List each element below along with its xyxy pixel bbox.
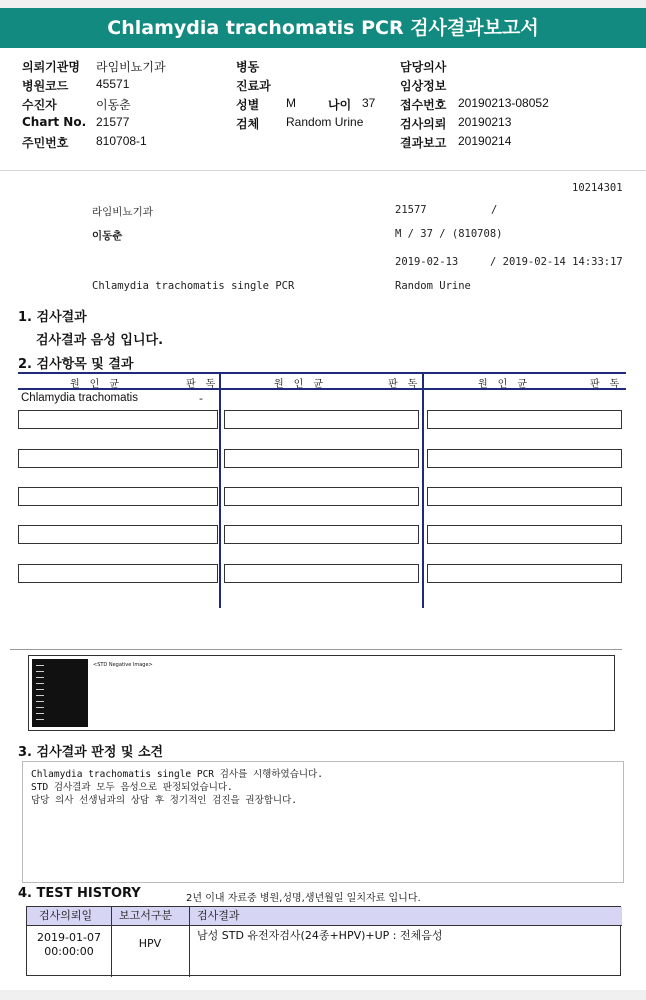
result-cell	[427, 525, 622, 544]
divider-line	[10, 649, 622, 650]
sex-value: M	[286, 96, 296, 110]
patient-value: 이동춘	[96, 98, 131, 112]
history-header-result: 검사결과	[197, 909, 240, 922]
history-table	[26, 906, 621, 976]
report-header	[0, 48, 646, 170]
print-patient: 이동춘	[92, 230, 123, 242]
section3-title: 3. 검사결과 판정 및 소견	[18, 745, 164, 760]
report-date-value: 20190214	[458, 134, 512, 148]
comment-line: STD 검사결과 모두 음성으로 판정되었습니다.	[31, 782, 233, 793]
print-institution: 라임비뇨기과	[92, 206, 153, 218]
section2-title: 2. 검사항목 및 결과	[18, 357, 134, 372]
history-date: 2019-01-07	[37, 931, 101, 944]
col-pathogen-1: 원 인 균	[70, 379, 122, 390]
section4-title: 4. TEST HISTORY	[18, 886, 141, 901]
item-result: -	[199, 392, 203, 405]
history-time: 00:00:00	[44, 945, 94, 958]
history-header-type: 보고서구분	[119, 909, 173, 922]
clinical-label: 임상정보	[400, 79, 447, 93]
ward-label: 병동	[236, 60, 260, 74]
chart-no-label: Chart No.	[22, 115, 87, 129]
request-date-label: 검사의뢰	[400, 117, 447, 131]
receipt-no-label: 접수번호	[400, 98, 447, 112]
section1-title: 1. 검사결과	[18, 310, 87, 325]
patient-label: 수진자	[22, 98, 57, 112]
history-note: 2년 이내 자료중 병원,성명,생년월일 일치자료 입니다.	[186, 893, 421, 904]
result-cell	[427, 410, 622, 429]
result-cell	[18, 410, 218, 429]
doctor-label: 담당의사	[400, 60, 447, 74]
ssn-value: 810708-1	[96, 134, 147, 148]
department-label: 진료과	[236, 79, 271, 93]
grid-divider-2	[422, 372, 424, 608]
print-specimen: Random Urine	[395, 280, 471, 292]
grid-top-rule	[18, 372, 626, 374]
chart-no-value: 21577	[96, 115, 130, 129]
report-date-label: 결과보고	[400, 136, 447, 150]
result-cell	[427, 564, 622, 583]
result-cell	[18, 564, 218, 583]
result-cell	[224, 487, 419, 506]
col-judgment-3: 판 독	[590, 379, 622, 390]
col-pathogen-2: 원 인 균	[274, 379, 326, 390]
age-label: 나이	[328, 98, 352, 112]
institution-label: 의뢰기관명	[22, 60, 80, 74]
print-code: 10214301	[572, 182, 623, 194]
comment-line: Chlamydia trachomatis single PCR 검사를 시행하였습니다.	[31, 769, 323, 780]
result-cell	[18, 487, 218, 506]
result-cell	[224, 564, 419, 583]
result-cell	[224, 410, 419, 429]
result-grid	[18, 372, 626, 608]
print-test-name: Chlamydia trachomatis single PCR	[92, 280, 295, 292]
print-date-from: 2019-02-13	[395, 256, 459, 268]
ssn-label: 주민번호	[22, 136, 69, 150]
report-title: Chlamydia trachomatis PCR 검사결과보고서	[0, 8, 646, 48]
history-divider-2	[189, 907, 190, 977]
sex-label: 성별	[236, 98, 260, 112]
col-pathogen-3: 원 인 균	[478, 379, 530, 390]
specimen-label: 검체	[236, 117, 260, 131]
col-judgment-1: 판 독	[186, 379, 218, 390]
specimen-value: Random Urine	[286, 115, 364, 129]
gel-image	[32, 659, 88, 727]
history-type: HPV	[138, 937, 162, 950]
comment-line: 담당 의사 선생님과의 상담 후 정기적인 검진을 권장합니다.	[31, 795, 298, 806]
history-result: 남성 STD 유전자검사(24종+HPV)+UP : 전체음성	[197, 929, 443, 942]
history-header-rule	[27, 925, 622, 926]
result-cell	[427, 487, 622, 506]
print-chart-slash: /	[491, 204, 498, 216]
grid-divider-1	[219, 372, 221, 608]
col-judgment-2: 판 독	[388, 379, 420, 390]
gel-image-box	[28, 655, 615, 731]
result-cell	[224, 525, 419, 544]
history-header-date: 검사의뢰일	[39, 909, 93, 922]
comment-box	[22, 761, 624, 883]
request-date-value: 20190213	[458, 115, 512, 129]
print-date-to: / 2019-02-14 14:33:17	[490, 256, 623, 268]
hospital-code-value: 45571	[96, 77, 130, 91]
section1-result: 검사결과 음성 입니다.	[36, 333, 164, 348]
receipt-no-value: 20190213-08052	[458, 96, 549, 110]
print-chart: 21577	[395, 204, 427, 216]
institution-value: 라임비뇨기과	[96, 60, 166, 74]
hospital-code-label: 병원코드	[22, 79, 69, 93]
result-cell	[427, 449, 622, 468]
history-date-cell	[27, 931, 111, 959]
age-value: 37	[362, 96, 376, 110]
gel-image-caption: <STD Negative Image>	[93, 662, 153, 668]
print-sex-age: M / 37 / (810708)	[395, 228, 503, 240]
report-paper	[0, 170, 646, 990]
item-name: Chlamydia trachomatis	[21, 392, 138, 404]
result-cell	[18, 449, 218, 468]
history-header-bar	[27, 907, 622, 925]
result-cell	[224, 449, 419, 468]
result-cell	[18, 525, 218, 544]
